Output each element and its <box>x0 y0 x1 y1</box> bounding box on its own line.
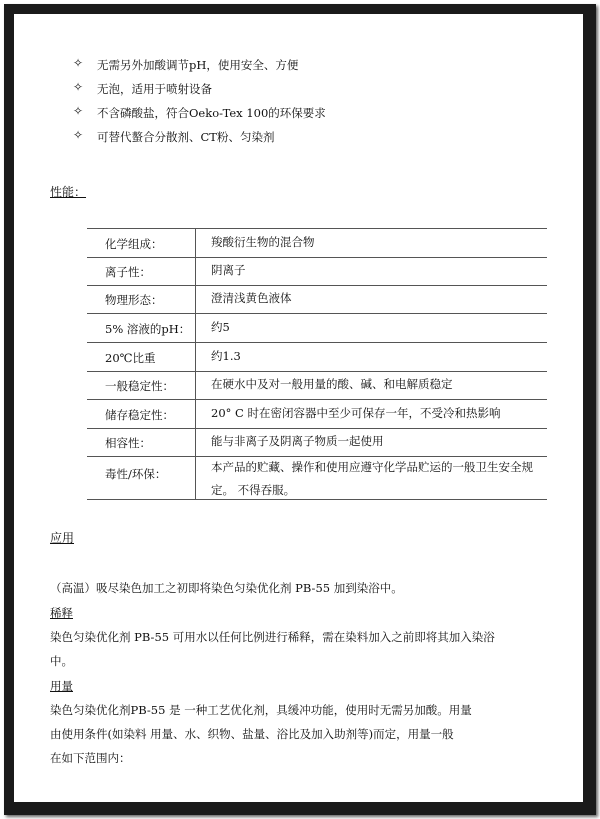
diamond-bullet-icon: ✧ <box>73 56 84 70</box>
dilution-heading: 稀释 <box>50 606 73 620</box>
dilution-text-line: 染色匀染优化剂 PB-55 可用水以任何比例进行稀释，需在染料加入之前即将其加入染浴 <box>50 630 495 644</box>
document-page: ✧ 无需另外加酸调节pH，使用安全、方便 ✧ 无泡，适用于喷射设备 ✧ 不含磷酸盐，符合Oeko-Tex 100的环保要求 ✧ 可替代螯合分散剂、CT粉、匀染剂 性能： 化学组成： 羧酸衍生物的混合物 离子性： 阴离子 物理形态： 澄清浅黄色液体 5% 溶液的pH： 约5 20℃比重 约1.3 一般稳定性： 在硬水中及对一般用量的酸、碱、和电解质稳定 储存稳定性： 20° C 时在密闭容器中至少可保存一年，不受冷和热影响 相容性： 能与非离子及阴离子物质一起使用 毒性/环保： 本产品的贮藏、操作和使用应遵守化学品贮运的一般卫生安全规定。 不得吞服。 应用 （高温）吸尽染色加工之初即将染色匀染优化剂 PB-55 加到染浴中。 稀释 染色匀染优化剂 PB-55 可用水以任何比例进行稀释，需在染料加入之前即将其加入染浴 中。 用量 染色匀染优化剂PB-55 是 一种工艺优化剂，具缓冲功能，使用时无需另加酸。用量 由使用条件(如染料 用量、水、织物、盐量、浴比及加入助剂等)而定，用量一般 在如下范围内： <box>0 0 600 819</box>
dosage-text-line: 在如下范围内： <box>50 751 131 765</box>
table-rule <box>87 285 547 286</box>
table-rule <box>87 428 547 429</box>
application-heading: 应用 <box>50 531 75 545</box>
diamond-bullet-icon: ✧ <box>73 80 84 94</box>
performance-heading: 性能： <box>50 185 87 199</box>
dosage-text-line: 由使用条件(如染料 用量、水、织物、盐量、浴比及加入助剂等)而定，用量一般 <box>50 727 454 741</box>
table-rule <box>87 228 547 229</box>
dilution-text-line: 中。 <box>50 654 73 668</box>
application-intro: （高温）吸尽染色加工之初即将染色匀染优化剂 PB-55 加到染浴中。 <box>50 581 403 595</box>
dosage-heading: 用量 <box>50 679 73 693</box>
diamond-bullet-icon: ✧ <box>73 128 84 142</box>
table-rule <box>87 257 547 258</box>
table-rule <box>87 399 547 400</box>
table-rule <box>87 342 547 343</box>
table-divider <box>195 228 196 499</box>
diamond-bullet-icon: ✧ <box>73 104 84 118</box>
table-rule <box>87 313 547 314</box>
table-rule <box>87 371 547 372</box>
dosage-text-line: 染色匀染优化剂PB-55 是 一种工艺优化剂，具缓冲功能，使用时无需另加酸。用量 <box>50 703 472 717</box>
